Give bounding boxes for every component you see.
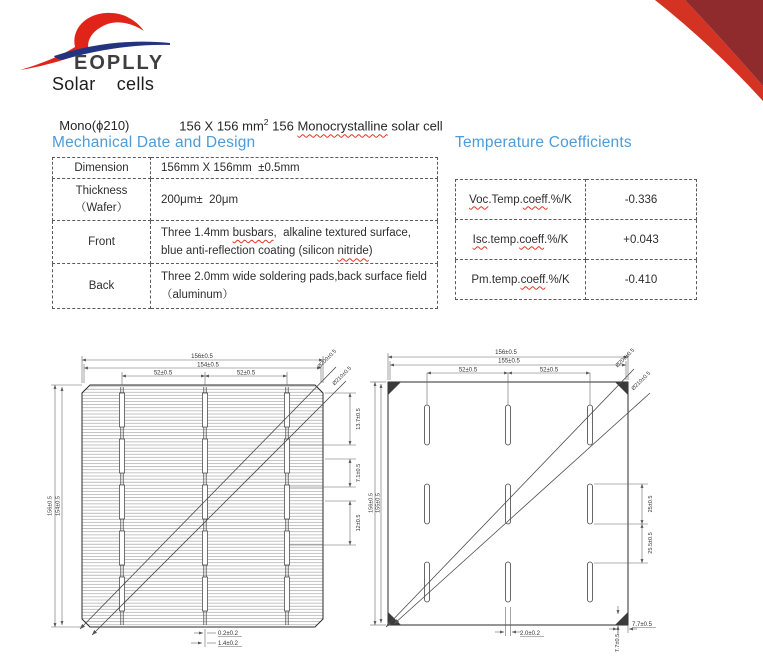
- coeff-part: .temp.: [487, 233, 520, 246]
- dim-label: 1.4±0.2: [218, 641, 238, 647]
- model-name: Mono(ϕ210): [59, 118, 130, 134]
- coeff-part: coeff: [519, 233, 545, 246]
- row-value: Three 2.0mm wide soldering pads,back surface field （aluminum）: [151, 264, 438, 309]
- table-row: [456, 220, 697, 260]
- value-part: Three 1.4mm: [161, 227, 233, 239]
- dim-label: 156±0.5: [191, 354, 213, 360]
- dim-label: 52±0.5: [236, 370, 256, 377]
- dim-label: 52±0.5: [539, 367, 559, 374]
- row-label: Back: [53, 264, 151, 309]
- row-label: Dimension: [53, 158, 151, 179]
- dim-label: 155±0.5: [498, 358, 520, 365]
- coeff-part: .%/K: [547, 193, 572, 206]
- dim-label: Ø200±0.5: [316, 348, 338, 370]
- dim-label: 7.7±0.5: [632, 622, 652, 628]
- coeff-part: .temp.: [488, 273, 521, 286]
- dim-label: 13.7±0.5: [356, 408, 362, 430]
- coeff-value: -0.336: [586, 180, 697, 220]
- dim-label: 25±0.5: [648, 495, 654, 513]
- value-part-misspelled: nitride: [337, 245, 369, 258]
- back-view-drawing: [368, 335, 763, 658]
- dim-label: 154±0.5: [55, 496, 62, 516]
- dim-label: 52±0.5: [153, 370, 173, 377]
- dim-label: 155±0.5: [375, 493, 382, 513]
- mechanical-section: [52, 134, 444, 309]
- page-title: Solar cells: [52, 74, 155, 94]
- dim-label: 2.0±0.2: [520, 631, 540, 637]
- dim-label: 154±0.5: [197, 362, 219, 369]
- cell-type-rest: solar cell: [387, 118, 443, 134]
- coeff-part: .%/K: [544, 233, 569, 246]
- coeff-part: .Temp.: [488, 193, 523, 206]
- coeff-part: coeff: [522, 193, 548, 206]
- logo: [18, 4, 183, 78]
- dim-label: 7.7±0.5: [615, 633, 621, 653]
- dim-label: Ø210±0.5: [331, 365, 353, 387]
- dim-label: 156±0.5: [47, 496, 54, 516]
- value-part: , alkaline textured surface, blue anti-reflection coating (silicon: [161, 227, 415, 258]
- table-row: [456, 180, 697, 220]
- size-exponent: 2: [263, 117, 269, 127]
- row-value: 200μm± 20μm: [151, 179, 438, 221]
- dim-label: 156±0.5: [495, 350, 517, 356]
- coeff-value: -0.410: [586, 260, 697, 300]
- product-subtitle: [52, 102, 443, 133]
- coeff-label: [456, 260, 586, 300]
- value-part-misspelled: busbars: [232, 227, 274, 239]
- table-row: [53, 221, 438, 264]
- coeff-part: coeff: [520, 273, 546, 286]
- coeff-part: Pm: [471, 273, 489, 286]
- dim-label: 0.2±0.2: [218, 631, 238, 637]
- dim-label: 52±0.5: [458, 367, 478, 374]
- row-label: [53, 179, 151, 221]
- temperature-heading: Temperature Coefficients: [455, 134, 632, 151]
- coeff-label: [456, 180, 586, 220]
- table-row: [53, 179, 438, 221]
- value-part: ): [368, 245, 373, 258]
- dim-label: 7.1±0.5: [356, 463, 362, 483]
- row-label: Front: [53, 221, 151, 264]
- table-row: [456, 260, 697, 300]
- row-value: 156mm X 156mm ±0.5mm: [151, 158, 438, 179]
- row-value: [151, 221, 438, 264]
- coeff-label: [456, 220, 586, 260]
- logo-wordmark: EOPLLY: [74, 52, 165, 74]
- table-row: [53, 158, 438, 179]
- temperature-section: [455, 134, 707, 300]
- dim-label: Ø210±0.5: [630, 370, 652, 392]
- temperature-table: [455, 179, 697, 300]
- row-label-line1: Thickness: [75, 184, 128, 197]
- mechanical-heading: Mechanical Date and Design: [52, 134, 256, 151]
- coeff-part: Isc: [472, 233, 488, 246]
- cell-type: Monocrystalline: [297, 118, 388, 134]
- dim-label: 12±0.5: [356, 514, 362, 532]
- cell-size: 156 X 156 mm: [179, 118, 264, 134]
- table-row: [53, 264, 438, 309]
- coeff-part: .%/K: [545, 273, 570, 286]
- mechanical-table: [52, 157, 438, 309]
- dim-label: 156±0.5: [368, 493, 375, 513]
- coeff-part: Voc: [469, 193, 489, 206]
- dim-label: Ø200±0.5: [614, 347, 636, 369]
- row-label-line2: （Wafer）: [74, 201, 129, 214]
- cell-count: 156: [268, 118, 298, 134]
- coeff-value: +0.043: [586, 220, 697, 260]
- dim-label: 25.5±0.5: [648, 532, 654, 554]
- front-view-drawing: [28, 335, 390, 658]
- corner-decoration: [593, 0, 763, 118]
